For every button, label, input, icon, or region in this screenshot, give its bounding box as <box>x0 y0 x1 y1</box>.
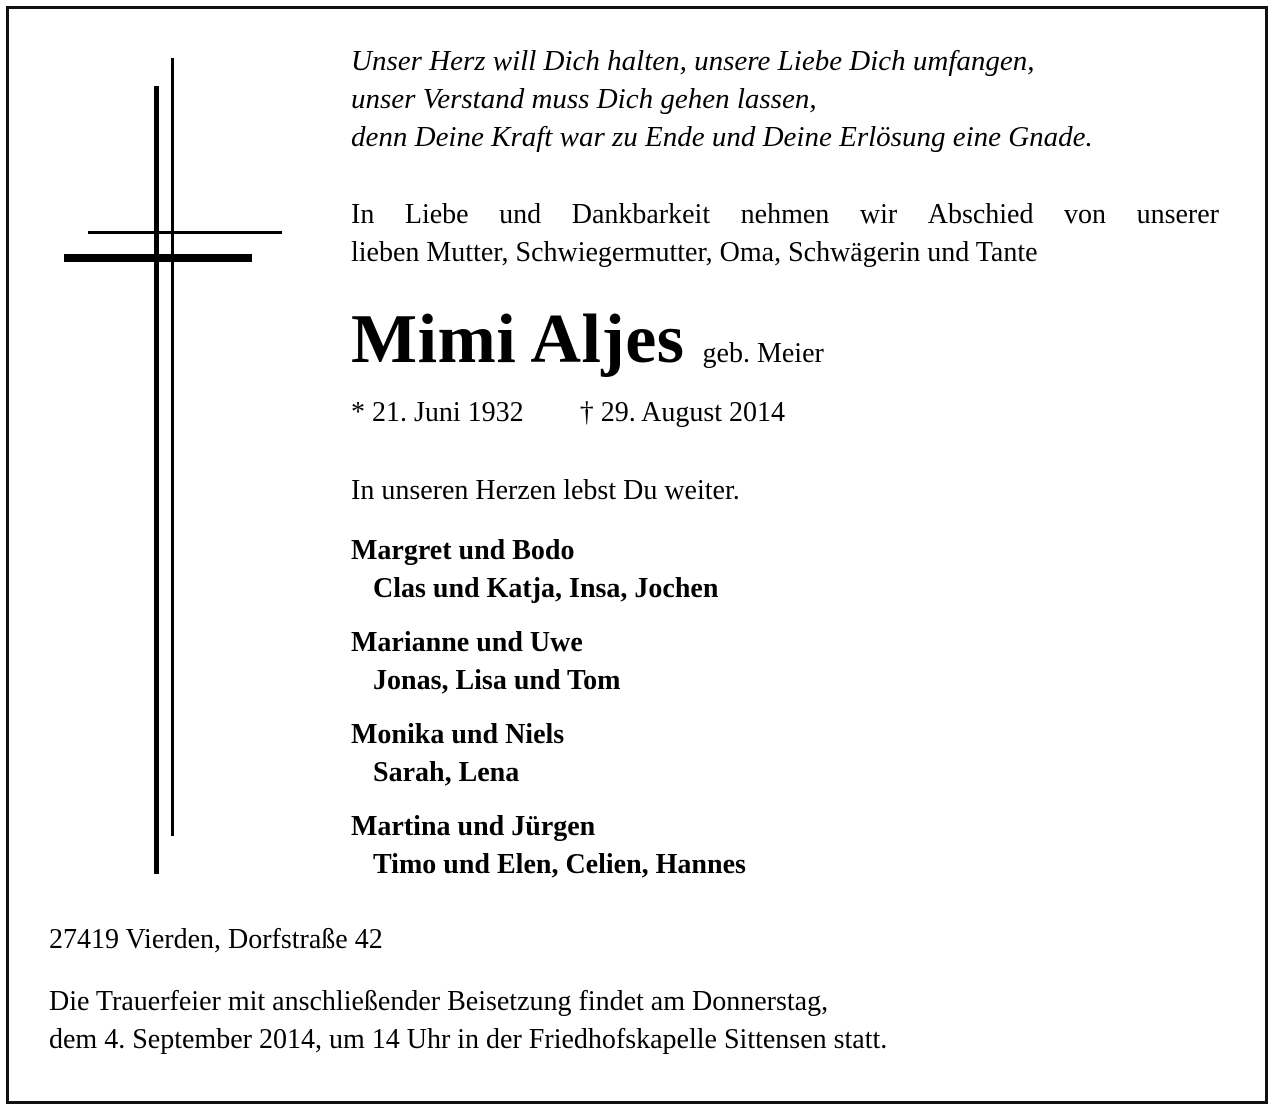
intro-word: unserer <box>1136 199 1219 230</box>
cross-vertical-bar-thin <box>171 58 174 836</box>
memorial-verse <box>351 42 1093 156</box>
life-dates <box>351 394 785 432</box>
intro-word: wir <box>859 199 898 230</box>
family-group <box>351 532 746 608</box>
intro-line-1 <box>351 196 1219 234</box>
intro-line-2: lieben Mutter, Schwiegermutter, Oma, Schwägerin und Tante <box>351 237 1038 268</box>
intro-word: von <box>1064 199 1107 230</box>
family-parents: Martina und Jürgen <box>351 811 596 842</box>
intro-word: Abschied <box>927 199 1034 230</box>
family-group <box>351 716 746 792</box>
cross-horizontal-bar-thick <box>64 254 252 262</box>
mourners-list <box>351 532 746 900</box>
farewell-intro <box>351 196 1219 272</box>
family-children: Sarah, Lena <box>373 757 520 788</box>
family-group <box>351 624 746 700</box>
family-group <box>351 808 746 884</box>
family-parents: Margret und Bodo <box>351 535 575 566</box>
verse-line: denn Deine Kraft war zu Ende und Deine Erlösung eine Gnade. <box>351 121 1093 153</box>
family-children: Jonas, Lisa und Tom <box>373 665 621 696</box>
motto: In unseren Herzen lebst Du weiter. <box>351 475 740 506</box>
verse-line: Unser Herz will Dich halten, unsere Liebe Dich umfangen, <box>351 45 1035 77</box>
service-line: Die Trauerfeier mit anschließender Beisetzung findet am Donnerstag, <box>49 986 829 1017</box>
intro-word: Dankbarkeit <box>571 199 711 230</box>
cross-horizontal-bar-thin <box>88 231 282 234</box>
family-children: Clas und Katja, Insa, Jochen <box>373 573 719 604</box>
verse-line: unser Verstand muss Dich gehen lassen, <box>351 83 817 115</box>
family-parents: Monika und Niels <box>351 719 565 750</box>
family-children: Timo und Elen, Celien, Hannes <box>373 849 746 880</box>
family-address: 27419 Vierden, Dorfstraße 42 <box>49 924 383 955</box>
birth-name: geb. Meier <box>702 338 824 369</box>
service-line: dem 4. September 2014, um 14 Uhr in der Friedhofskapelle Sittensen statt. <box>49 1024 888 1055</box>
deceased-name: Mimi Aljes <box>351 301 685 378</box>
intro-word: Liebe <box>404 199 469 230</box>
intro-word: In <box>351 199 375 230</box>
cross-vertical-bar-thick <box>154 86 159 874</box>
family-parents: Marianne und Uwe <box>351 627 583 658</box>
intro-word: und <box>499 199 542 230</box>
death-date: † 29. August 2014 <box>579 397 786 428</box>
birth-date: * 21. Juni 1932 <box>351 397 524 428</box>
intro-word: nehmen <box>740 199 830 230</box>
funeral-service-info <box>49 983 887 1059</box>
deceased-name-line <box>351 295 824 385</box>
